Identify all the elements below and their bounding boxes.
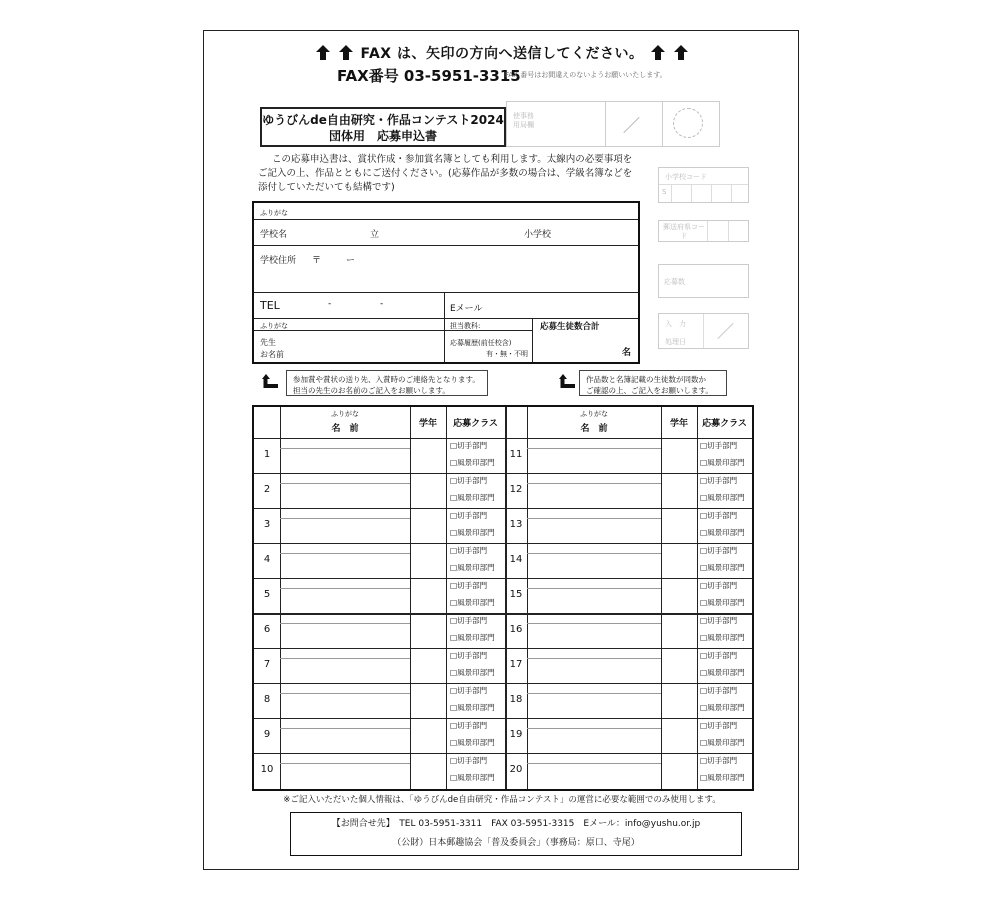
landscape-postmark-option: □風景印部門 <box>450 493 495 502</box>
furigana-line <box>527 518 661 519</box>
landscape-postmark-option: □風景印部門 <box>450 668 495 677</box>
furigana-line <box>527 553 661 554</box>
stamp-category-option: □切手部門 <box>450 721 488 730</box>
stamp-category-option: □切手部門 <box>450 686 488 695</box>
furigana-line <box>527 763 661 764</box>
roster-header-name: 名 前 <box>580 424 608 434</box>
stamp-category-option: □切手部門 <box>450 441 488 450</box>
row-line <box>254 648 752 649</box>
row-line <box>254 753 752 754</box>
roster-header-name: 名 前 <box>331 424 359 434</box>
row-line <box>254 473 752 474</box>
intro-line: ご記入の上、作品とともにご送付ください。(応募作品が多数の場合は、学級名簿などを <box>258 168 633 179</box>
teacher-label: 先生 <box>260 338 276 347</box>
landscape-postmark-option: □風景印部門 <box>700 493 745 502</box>
furigana-line <box>280 588 410 589</box>
organization-line: （公財）日本郵趣協会「普及委員会」（事務局：原口、寺尾） <box>392 838 640 848</box>
divider <box>254 219 638 220</box>
postal-mark: 〒 <box>312 256 322 266</box>
history-label: 応募履歴(前任校含) <box>450 339 512 347</box>
roster-header-furigana: ふりがな <box>331 410 359 418</box>
divider <box>728 221 729 241</box>
furigana-label: ふりがな <box>260 209 288 217</box>
row-line <box>254 438 752 439</box>
divider <box>691 184 692 202</box>
postal-dash: ー <box>346 256 356 266</box>
divider <box>731 184 732 202</box>
landscape-postmark-option: □風景印部門 <box>450 528 495 537</box>
tel-dash: - <box>328 299 332 309</box>
divider <box>711 184 712 202</box>
fax-instruction-text: FAX は、矢印の方向へ送信してください。 <box>360 46 644 62</box>
furigana-line <box>527 623 661 624</box>
row-number: 5 <box>263 589 271 600</box>
divider <box>254 330 532 331</box>
row-line <box>254 683 752 684</box>
stamp-category-option: □切手部門 <box>450 581 488 590</box>
row-number: 19 <box>509 729 523 740</box>
row-number: 13 <box>509 519 523 530</box>
stamp-category-option: □切手部門 <box>700 616 738 625</box>
column-line <box>697 407 698 789</box>
row-number: 3 <box>263 519 271 530</box>
furigana-line <box>280 518 410 519</box>
up-arrow-icon <box>674 45 688 60</box>
landscape-postmark-option: □風景印部門 <box>450 703 495 712</box>
divider <box>532 318 533 362</box>
landscape-postmark-option: □風景印部門 <box>450 738 495 747</box>
landscape-postmark-option: □風景印部門 <box>700 773 745 782</box>
row-number: 15 <box>509 589 523 600</box>
row-number: 2 <box>263 484 271 495</box>
ritsu-label: 立 <box>370 230 380 240</box>
name-label: お名前 <box>260 350 284 359</box>
form-subtitle: 団体用 応募申込書 <box>328 129 437 143</box>
row-number: 16 <box>509 624 523 635</box>
divider <box>254 245 638 246</box>
row-number: 9 <box>263 729 271 740</box>
furigana-line <box>280 623 410 624</box>
roster-header-grade: 学年 <box>418 419 437 429</box>
up-arrow-icon <box>651 45 665 60</box>
furigana-line <box>280 763 410 764</box>
slash-mark <box>623 117 639 133</box>
history-options: 有・無・不明 <box>486 350 528 358</box>
shogakko-label: 小学校 <box>524 230 552 240</box>
note-line: 作品数と名簿記載の生徒数が同数か <box>586 375 706 384</box>
divider <box>254 318 638 319</box>
office-use-box <box>506 101 720 147</box>
column-line <box>280 407 281 789</box>
row-number: 6 <box>263 624 271 635</box>
intro-text <box>258 153 638 195</box>
row-line <box>254 578 752 579</box>
row-number: 11 <box>509 449 523 460</box>
row-line <box>254 718 752 719</box>
divider <box>703 314 704 348</box>
landscape-postmark-option: □風景印部門 <box>700 458 745 467</box>
address-label: 学校住所 <box>260 256 297 266</box>
stamp-category-option: □切手部門 <box>700 581 738 590</box>
row-number: 20 <box>509 764 523 775</box>
furigana-line <box>527 658 661 659</box>
school-info-form <box>252 201 640 364</box>
prefecture-code-box <box>658 220 749 242</box>
stamp-category-option: □切手部門 <box>450 616 488 625</box>
row-number: 8 <box>263 694 271 705</box>
corner-arrow-icon <box>559 374 575 388</box>
row-number: 1 <box>263 449 271 460</box>
furigana-line <box>527 483 661 484</box>
furigana-line <box>280 658 410 659</box>
furigana-line <box>527 728 661 729</box>
divider <box>254 292 638 293</box>
email-label: Eメール <box>450 304 483 314</box>
stamp-category-option: □切手部門 <box>700 686 738 695</box>
stamp-category-option: □切手部門 <box>450 651 488 660</box>
landscape-postmark-option: □風景印部門 <box>700 633 745 642</box>
note-line: 担当の先生のお名前のご記入をお願いします。 <box>293 386 450 395</box>
landscape-postmark-option: □風景印部門 <box>700 598 745 607</box>
input-label: 入 力 <box>665 320 686 328</box>
note-line: ご確認の上、ご記入をお願いします。 <box>586 386 713 395</box>
slash-mark <box>717 323 733 339</box>
landscape-postmark-option: □風景印部門 <box>700 668 745 677</box>
stamp-category-option: □切手部門 <box>450 511 488 520</box>
fax-note: FAX 番号はお間違えのないようお願いいたします。 <box>505 71 667 79</box>
school-code-prefix: S <box>662 188 667 196</box>
form-title: ゆうびんde自由研究・作品コンテスト2024 <box>262 113 504 127</box>
landscape-postmark-option: □風景印部門 <box>450 458 495 467</box>
up-arrow-icon <box>339 45 353 60</box>
row-line <box>254 613 752 615</box>
landscape-postmark-option: □風景印部門 <box>700 563 745 572</box>
stamp-category-option: □切手部門 <box>450 546 488 555</box>
intro-line: この応募申込書は、賞状作成・参加賞名簿としても利用します。太線内の必要事項を <box>272 154 633 165</box>
furigana-line <box>527 693 661 694</box>
application-form-sheet <box>203 30 799 870</box>
total-label: 応募生徒数合計 <box>540 322 600 332</box>
school-code-box <box>658 167 749 203</box>
column-line <box>661 407 662 789</box>
roster-header-grade: 学年 <box>669 419 688 429</box>
row-number: 17 <box>509 659 523 670</box>
prefecture-code-label: 郵送府県コード <box>663 223 705 240</box>
contact-box <box>290 812 742 856</box>
entry-count-label: 応募数 <box>664 278 685 286</box>
furigana-line <box>280 448 410 449</box>
landscape-postmark-option: □風景印部門 <box>450 773 495 782</box>
divider <box>707 221 708 241</box>
furigana-line <box>280 553 410 554</box>
input-date-box <box>658 313 749 349</box>
stamp-category-option: □切手部門 <box>700 476 738 485</box>
entry-count-box <box>658 264 749 298</box>
divider <box>662 102 663 146</box>
teacher-note <box>286 370 488 396</box>
student-roster-table <box>252 405 754 791</box>
stamp-category-option: □切手部門 <box>700 651 738 660</box>
landscape-postmark-option: □風景印部門 <box>700 738 745 747</box>
fax-number: FAX番号 03-5951-3315 <box>337 67 521 85</box>
landscape-postmark-option: □風景印部門 <box>700 528 745 537</box>
up-arrow-icon <box>316 45 330 60</box>
row-line <box>254 543 752 544</box>
count-note <box>579 370 727 396</box>
seal-circle <box>673 108 703 138</box>
row-number: 14 <box>509 554 523 565</box>
roster-header-class: 応募クラス <box>453 419 498 429</box>
intro-line: 添付していただいても結構です) <box>258 182 395 193</box>
tel-dash: - <box>380 299 384 309</box>
corner-arrow-icon <box>262 374 278 388</box>
landscape-postmark-option: □風景印部門 <box>700 703 745 712</box>
fax-instruction <box>204 43 800 63</box>
landscape-postmark-option: □風景印部門 <box>450 563 495 572</box>
landscape-postmark-option: □風景印部門 <box>450 598 495 607</box>
office-use-label: 使事務用局欄 <box>513 112 534 129</box>
stamp-category-option: □切手部門 <box>700 511 738 520</box>
furigana-line <box>280 728 410 729</box>
stamp-category-option: □切手部門 <box>700 546 738 555</box>
row-number: 7 <box>263 659 271 670</box>
column-line <box>527 407 528 789</box>
privacy-note: ※ご記入いただいた個人情報は、「ゆうびんde自由研究・作品コンテスト」の運営に必要な範囲でのみ使用します。 <box>283 795 721 805</box>
note-line: 参加賞や賞状の送り先、入賞時のご連絡先となります。 <box>293 375 480 384</box>
furigana-line <box>280 693 410 694</box>
divider <box>444 292 445 362</box>
row-number: 18 <box>509 694 523 705</box>
roster-header-class: 応募クラス <box>702 419 747 429</box>
contact-line: 【お問合せ先】 TEL 03-5951-3311 FAX 03-5951-3315 Eメール：info@yushu.or.jp <box>331 819 701 829</box>
process-date-label: 処理日 <box>665 338 686 346</box>
row-number: 12 <box>509 484 523 495</box>
stamp-category-option: □切手部門 <box>450 476 488 485</box>
school-code-label: 小学校コード <box>665 173 707 181</box>
divider <box>605 102 606 146</box>
divider <box>659 184 748 185</box>
row-number: 4 <box>263 554 271 565</box>
column-line <box>446 407 447 789</box>
stamp-category-option: □切手部門 <box>700 721 738 730</box>
total-unit: 名 <box>622 348 632 358</box>
school-name-label: 学校名 <box>260 230 288 240</box>
stamp-category-option: □切手部門 <box>450 756 488 765</box>
furigana-line <box>527 588 661 589</box>
column-line <box>410 407 411 789</box>
teacher-furigana-label: ふりがな <box>260 322 288 330</box>
furigana-line <box>280 483 410 484</box>
subject-label: 担当教科: <box>450 322 481 330</box>
form-title-box <box>260 107 506 147</box>
row-line <box>254 508 752 509</box>
row-number: 10 <box>260 764 274 775</box>
landscape-postmark-option: □風景印部門 <box>450 633 495 642</box>
stamp-category-option: □切手部門 <box>700 756 738 765</box>
stamp-category-option: □切手部門 <box>700 441 738 450</box>
furigana-line <box>527 448 661 449</box>
tel-label: TEL <box>260 299 280 312</box>
divider <box>671 184 672 202</box>
roster-header-furigana: ふりがな <box>580 410 608 418</box>
